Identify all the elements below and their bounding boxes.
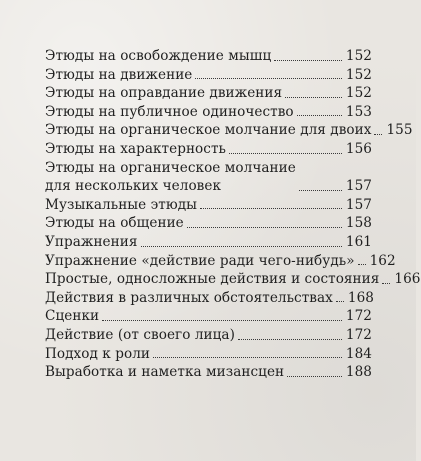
toc-entry-multiline	[45, 159, 372, 196]
toc-entry-title: Простые, односложные действия и состояния	[45, 271, 380, 288]
toc-entry-page: 172	[345, 308, 372, 325]
toc-entry-title: Этюды на движение	[45, 66, 193, 83]
toc-entry-page: 156	[345, 140, 372, 157]
dot-leader	[200, 208, 342, 209]
toc-entry	[45, 289, 372, 308]
toc-entry	[45, 84, 372, 103]
toc-entry-page: 161	[345, 233, 372, 250]
toc-entry-title: Этюды на характерность	[45, 140, 226, 157]
toc-entry	[45, 233, 372, 252]
toc-entry-title-block	[45, 159, 296, 196]
toc-entry	[45, 326, 372, 345]
toc-entry-title: Действие (от своего лица)	[45, 326, 235, 343]
toc-entry	[45, 307, 372, 326]
toc-entry-title: Упражнение «действие ради чего-нибудь»	[45, 252, 355, 269]
toc-entry-title: Действия в различных обстоятельствах	[45, 289, 333, 306]
toc-entry	[45, 214, 372, 233]
toc-entry-title: Этюды на органическое молчание для двоих	[45, 122, 372, 139]
toc-entry-title: Подход к роли	[45, 345, 150, 362]
toc-entry-title: Этюды на публичное одиночество	[45, 103, 294, 120]
toc-entry-title: Сценки	[45, 308, 100, 325]
dot-leader	[238, 339, 342, 340]
toc-entry	[45, 252, 396, 271]
toc-entry	[45, 66, 372, 85]
toc-entry	[45, 103, 372, 122]
toc-entry	[45, 270, 421, 289]
toc-entry-page: 168	[347, 289, 374, 306]
toc-entry	[45, 196, 372, 215]
toc-entry-page: 184	[345, 345, 372, 362]
dot-leader	[229, 153, 342, 154]
dot-leader	[382, 283, 390, 284]
toc-entry-title: Этюды на освобождение мышц	[45, 48, 272, 64]
dot-leader	[195, 78, 341, 79]
dot-leader	[374, 134, 382, 135]
dot-leader	[153, 357, 342, 358]
dot-leader	[299, 190, 342, 191]
dot-leader	[187, 227, 342, 228]
toc-entry	[45, 121, 413, 140]
dot-leader	[285, 97, 342, 98]
table-of-contents	[45, 47, 421, 382]
toc-entry	[45, 47, 372, 66]
toc-entry-page: 152	[345, 85, 372, 102]
toc-entry-page: 158	[345, 215, 372, 232]
dot-leader	[287, 376, 342, 377]
toc-entry-page: 162	[369, 252, 396, 269]
toc-entry	[45, 363, 372, 382]
toc-entry	[45, 140, 372, 159]
toc-entry-page: 172	[345, 326, 372, 343]
dot-leader	[141, 246, 342, 247]
toc-entry	[45, 345, 372, 364]
toc-entry-title-line2: для нескольких человек	[45, 178, 222, 195]
toc-entry-page: 155	[386, 122, 413, 139]
dot-leader	[358, 264, 366, 265]
toc-entry-page: 188	[345, 364, 372, 381]
toc-entry-page: 152	[345, 66, 372, 83]
toc-entry-title: Упражнения	[45, 233, 138, 250]
toc-entry-title: Этюды на общение	[45, 215, 184, 232]
dot-leader	[297, 115, 342, 116]
dot-leader	[102, 320, 342, 321]
toc-entry-page: 157	[345, 178, 372, 195]
dot-leader	[274, 60, 342, 61]
toc-entry-title-line1: Этюды на органическое молчание	[45, 159, 296, 176]
toc-entry-title: Музыкальные этюды	[45, 196, 198, 213]
toc-entry-page: 153	[345, 103, 372, 120]
dot-leader	[336, 301, 344, 302]
toc-entry-page: 157	[345, 196, 372, 213]
toc-entry-page: 166	[394, 271, 421, 288]
toc-entry-title: Этюды на оправдание движения	[45, 85, 283, 102]
toc-entry-page: 152	[345, 48, 372, 64]
toc-entry-title: Выработка и наметка мизансцен	[45, 364, 285, 381]
